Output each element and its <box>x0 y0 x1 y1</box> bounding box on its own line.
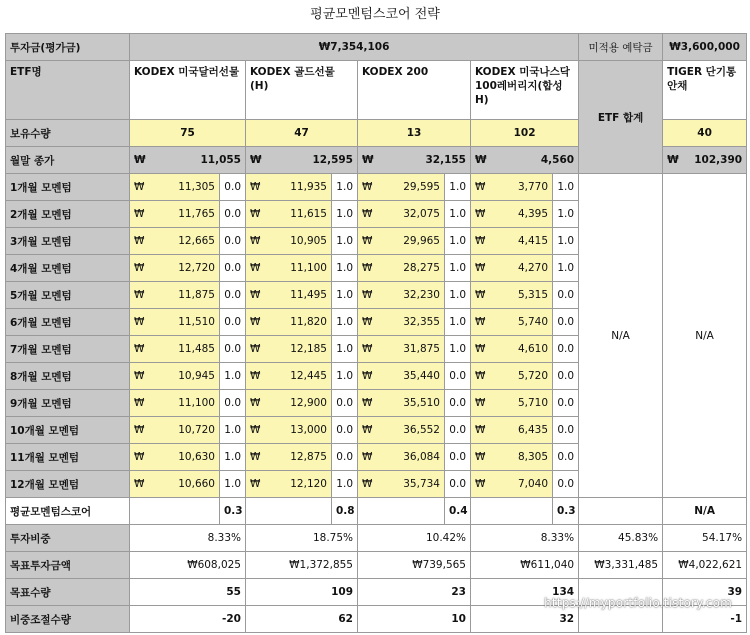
momentum-score: 1.0 <box>220 444 246 471</box>
momentum-price: ₩ 5,740 <box>471 309 553 336</box>
momentum-price: ₩ 11,510 <box>130 309 220 336</box>
target-amount: ₩739,565 <box>358 552 471 579</box>
cash-value: ₩3,600,000 <box>663 34 747 61</box>
momentum-score: 0.0 <box>553 444 579 471</box>
target-qty: 23 <box>358 579 471 606</box>
momentum-score: 1.0 <box>332 201 358 228</box>
momentum-price: ₩ 4,415 <box>471 228 553 255</box>
momentum-price: ₩ 11,615 <box>246 201 332 228</box>
momentum-price: ₩ 11,935 <box>246 174 332 201</box>
adjust-qty-label: 비중조절수량 <box>6 606 130 633</box>
momentum-score: 1.0 <box>445 282 471 309</box>
momentum-score: 1.0 <box>553 255 579 282</box>
momentum-score: 0.0 <box>220 309 246 336</box>
invest-value: ₩7,354,106 <box>130 34 579 61</box>
momentum-score: 0.0 <box>553 390 579 417</box>
weight-total: 45.83% <box>579 525 663 552</box>
momentum-price: ₩ 13,000 <box>246 417 332 444</box>
momentum-score: 1.0 <box>332 471 358 498</box>
momentum-label: 8개월 모멘텀 <box>6 363 130 390</box>
momentum-price: ₩ 36,552 <box>358 417 445 444</box>
momentum-score: 1.0 <box>332 282 358 309</box>
target-amount-label: 목표투자금액 <box>6 552 130 579</box>
close-price-tiger: ₩ 102,390 <box>663 147 747 174</box>
momentum-score: 0.0 <box>220 255 246 282</box>
invest-label: 투자금(평가금) <box>6 34 130 61</box>
momentum-price: ₩ 12,120 <box>246 471 332 498</box>
momentum-score: 1.0 <box>220 363 246 390</box>
momentum-price: ₩ 10,720 <box>130 417 220 444</box>
momentum-price: ₩ 11,495 <box>246 282 332 309</box>
momentum-price: ₩ 4,395 <box>471 201 553 228</box>
momentum-score: 1.0 <box>445 255 471 282</box>
target-qty-tiger: 39 <box>663 579 747 606</box>
adjust-qty: -20 <box>130 606 246 633</box>
etf-name-tiger: TIGER 단기통안채 <box>663 61 747 120</box>
momentum-price: ₩ 12,900 <box>246 390 332 417</box>
avg-score-tiger: N/A <box>663 498 747 525</box>
momentum-score: 0.0 <box>220 174 246 201</box>
momentum-row <box>6 174 747 201</box>
adjust-qty-tiger: -1 <box>663 606 747 633</box>
momentum-score: 1.0 <box>445 228 471 255</box>
momentum-price: ₩ 36,084 <box>358 444 445 471</box>
holdings-qty-tiger: 40 <box>663 120 747 147</box>
momentum-price: ₩ 11,100 <box>130 390 220 417</box>
momentum-score: 1.0 <box>332 309 358 336</box>
adjust-qty: 62 <box>246 606 358 633</box>
momentum-price: ₩ 10,945 <box>130 363 220 390</box>
target-amount: ₩611,040 <box>471 552 579 579</box>
momentum-label: 11개월 모멘텀 <box>6 444 130 471</box>
momentum-price: ₩ 29,595 <box>358 174 445 201</box>
avg-score: 0.4 <box>445 498 471 525</box>
momentum-price: ₩ 35,510 <box>358 390 445 417</box>
momentum-score: 0.0 <box>445 417 471 444</box>
momentum-price: ₩ 5,315 <box>471 282 553 309</box>
watermark: https://myportfolio.tistory.com <box>544 596 732 610</box>
momentum-score: 1.0 <box>332 336 358 363</box>
momentum-score: 0.0 <box>445 363 471 390</box>
momentum-price: ₩ 31,875 <box>358 336 445 363</box>
momentum-score: 0.0 <box>445 444 471 471</box>
momentum-score: 1.0 <box>220 417 246 444</box>
momentum-price: ₩ 4,610 <box>471 336 553 363</box>
momentum-label: 4개월 모멘텀 <box>6 255 130 282</box>
momentum-score: 1.0 <box>445 201 471 228</box>
momentum-label: 1개월 모멘텀 <box>6 174 130 201</box>
etf-total-na: N/A <box>579 174 663 498</box>
adjust-qty: 10 <box>358 606 471 633</box>
avg-score: 0.3 <box>553 498 579 525</box>
momentum-price: ₩ 5,720 <box>471 363 553 390</box>
close-label: 월말 종가 <box>6 147 130 174</box>
momentum-score: 0.0 <box>332 417 358 444</box>
momentum-label: 6개월 모멘텀 <box>6 309 130 336</box>
avg-score: 0.3 <box>220 498 246 525</box>
target-qty-label: 목표수량 <box>6 579 130 606</box>
momentum-price: ₩ 8,305 <box>471 444 553 471</box>
momentum-score: 0.0 <box>553 309 579 336</box>
etf-total-label: ETF 합계 <box>579 61 663 174</box>
momentum-price: ₩ 11,100 <box>246 255 332 282</box>
momentum-label: 3개월 모멘텀 <box>6 228 130 255</box>
momentum-price: ₩ 12,875 <box>246 444 332 471</box>
momentum-score: 1.0 <box>332 228 358 255</box>
etf-name-label: ETF명 <box>6 61 130 120</box>
momentum-score: 1.0 <box>445 336 471 363</box>
weight-tiger: 54.17% <box>663 525 747 552</box>
momentum-score: 0.0 <box>220 336 246 363</box>
avg-score: 0.8 <box>332 498 358 525</box>
momentum-score: 0.0 <box>553 471 579 498</box>
momentum-score: 1.0 <box>445 309 471 336</box>
holdings-qty: 102 <box>471 120 579 147</box>
momentum-label: 10개월 모멘텀 <box>6 417 130 444</box>
momentum-score: 1.0 <box>332 174 358 201</box>
target-amount: ₩1,372,855 <box>246 552 358 579</box>
momentum-price: ₩ 29,965 <box>358 228 445 255</box>
momentum-label: 12개월 모멘텀 <box>6 471 130 498</box>
momentum-label: 5개월 모멘텀 <box>6 282 130 309</box>
holdings-qty: 75 <box>130 120 246 147</box>
momentum-price: ₩ 11,875 <box>130 282 220 309</box>
momentum-score: 0.0 <box>445 390 471 417</box>
momentum-price: ₩ 32,230 <box>358 282 445 309</box>
momentum-score: 1.0 <box>553 201 579 228</box>
momentum-price: ₩ 12,185 <box>246 336 332 363</box>
momentum-price: ₩ 11,765 <box>130 201 220 228</box>
momentum-price: ₩ 35,734 <box>358 471 445 498</box>
momentum-label: 7개월 모멘텀 <box>6 336 130 363</box>
momentum-price: ₩ 7,040 <box>471 471 553 498</box>
momentum-score: 1.0 <box>445 174 471 201</box>
close-price: ₩ 4,560 <box>471 147 579 174</box>
holdings-label: 보유수량 <box>6 120 130 147</box>
momentum-score: 1.0 <box>220 471 246 498</box>
momentum-price: ₩ 32,075 <box>358 201 445 228</box>
momentum-price: ₩ 35,440 <box>358 363 445 390</box>
momentum-price: ₩ 12,445 <box>246 363 332 390</box>
momentum-score: 1.0 <box>332 363 358 390</box>
page-title: 평균모멘텀스코어 전략 <box>310 7 440 22</box>
close-price: ₩ 11,055 <box>130 147 246 174</box>
momentum-score: 0.0 <box>445 471 471 498</box>
momentum-score: 0.0 <box>553 282 579 309</box>
momentum-score: 0.0 <box>553 363 579 390</box>
momentum-price: ₩ 6,435 <box>471 417 553 444</box>
momentum-price: ₩ 11,820 <box>246 309 332 336</box>
momentum-price: ₩ 3,770 <box>471 174 553 201</box>
momentum-score: 0.0 <box>220 390 246 417</box>
target-amount-total: ₩3,331,485 <box>579 552 663 579</box>
target-qty: 134 <box>471 579 579 606</box>
tiger-momentum-na: N/A <box>663 174 747 498</box>
momentum-score: 0.0 <box>553 417 579 444</box>
momentum-price: ₩ 11,485 <box>130 336 220 363</box>
momentum-score: 0.0 <box>332 390 358 417</box>
cash-label: 미적용 예탁금 <box>579 34 663 61</box>
momentum-score: 1.0 <box>332 255 358 282</box>
momentum-score: 0.0 <box>220 282 246 309</box>
etf-name-3: KODEX 미국나스닥100레버리지(합성 H) <box>471 61 579 120</box>
etf-name-2: KODEX 200 <box>358 61 471 120</box>
momentum-price: ₩ 10,630 <box>130 444 220 471</box>
etf-name-1: KODEX 골드선물(H) <box>246 61 358 120</box>
weight-value: 8.33% <box>471 525 579 552</box>
momentum-score: 1.0 <box>553 174 579 201</box>
close-price: ₩ 12,595 <box>246 147 358 174</box>
momentum-label: 2개월 모멘텀 <box>6 201 130 228</box>
target-amount-tiger: ₩4,022,621 <box>663 552 747 579</box>
target-qty: 55 <box>130 579 246 606</box>
momentum-price: ₩ 32,355 <box>358 309 445 336</box>
momentum-score: 0.0 <box>220 228 246 255</box>
momentum-price: ₩ 11,305 <box>130 174 220 201</box>
holdings-qty: 47 <box>246 120 358 147</box>
momentum-price: ₩ 28,275 <box>358 255 445 282</box>
holdings-qty: 13 <box>358 120 471 147</box>
target-qty: 109 <box>246 579 358 606</box>
momentum-price: ₩ 12,665 <box>130 228 220 255</box>
momentum-score: 1.0 <box>553 228 579 255</box>
weight-value: 8.33% <box>130 525 246 552</box>
momentum-label: 9개월 모멘텀 <box>6 390 130 417</box>
momentum-price: ₩ 5,710 <box>471 390 553 417</box>
momentum-price: ₩ 10,660 <box>130 471 220 498</box>
weight-value: 18.75% <box>246 525 358 552</box>
momentum-score: 0.0 <box>332 444 358 471</box>
weight-value: 10.42% <box>358 525 471 552</box>
adjust-qty: 32 <box>471 606 579 633</box>
target-amount: ₩608,025 <box>130 552 246 579</box>
avg-score-label: 평균모멘텀스코어 <box>6 498 130 525</box>
momentum-price: ₩ 12,720 <box>130 255 220 282</box>
close-price: ₩ 32,155 <box>358 147 471 174</box>
weight-label: 투자비중 <box>6 525 130 552</box>
momentum-table <box>5 33 747 633</box>
etf-name-0: KODEX 미국달러선물 <box>130 61 246 120</box>
momentum-score: 0.0 <box>553 336 579 363</box>
momentum-price: ₩ 10,905 <box>246 228 332 255</box>
momentum-price: ₩ 4,270 <box>471 255 553 282</box>
momentum-score: 0.0 <box>220 201 246 228</box>
